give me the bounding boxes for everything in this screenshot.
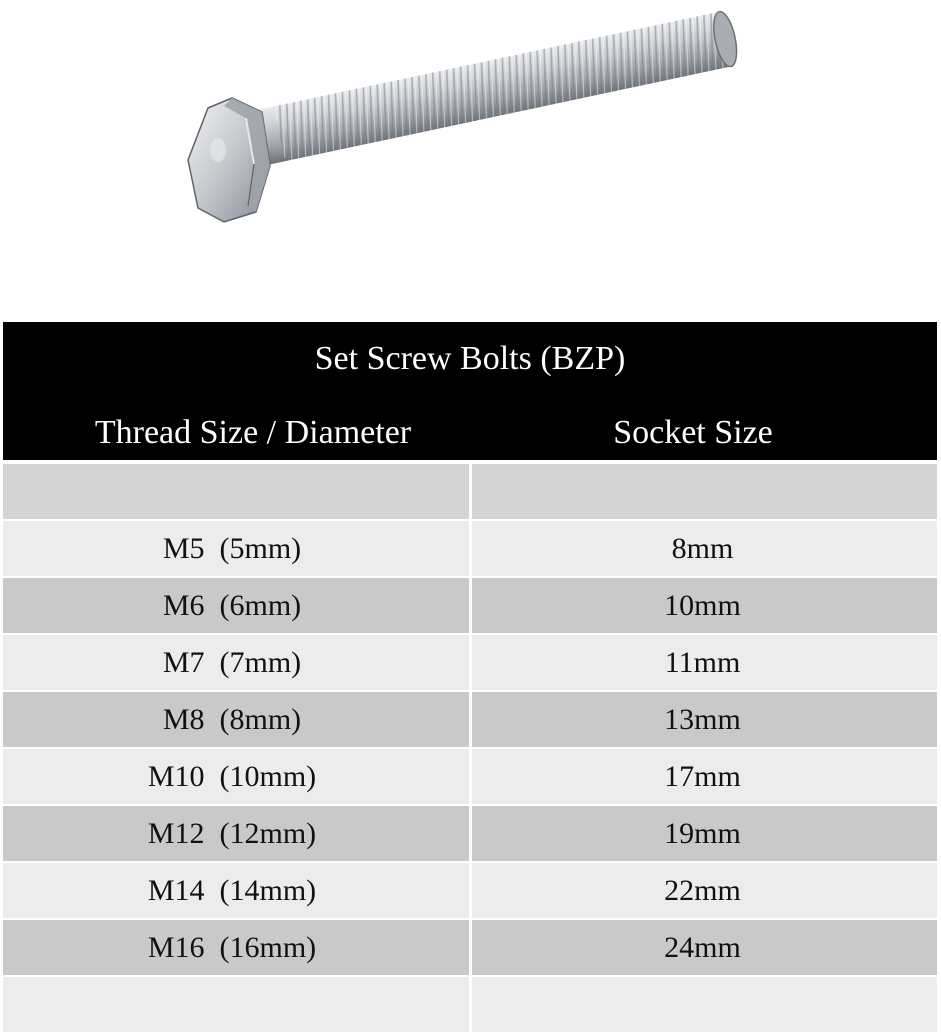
table-header <box>3 322 937 460</box>
socket-size-cell <box>472 863 937 918</box>
thread-size-cell <box>3 806 469 861</box>
thread-size-cell <box>3 578 469 633</box>
thread-size-text: M8 (8mm) <box>162 703 302 736</box>
socket-size-cell <box>472 806 937 861</box>
thread-size-text: M7 (7mm) <box>162 646 302 679</box>
hex-set-screw-bolt-icon <box>170 0 760 240</box>
table-row <box>3 920 937 975</box>
socket-size-table <box>3 322 937 1033</box>
thread-size-cell <box>3 635 469 690</box>
table-row <box>3 521 937 576</box>
table-row <box>3 806 937 861</box>
socket-size-text: 11mm <box>664 646 741 679</box>
table-row-spacer <box>3 464 937 519</box>
thread-size-text: M12 (12mm) <box>147 817 317 850</box>
table-row <box>3 692 937 747</box>
thread-size-cell <box>3 749 469 804</box>
column-heading-thread-size: Thread Size / Diameter <box>94 414 412 451</box>
thread-size-text: M10 (10mm) <box>147 760 317 793</box>
socket-size-cell <box>472 749 937 804</box>
table-cell <box>472 977 937 1032</box>
table-cell <box>3 977 469 1032</box>
socket-size-cell <box>472 692 937 747</box>
table-cell <box>472 464 937 519</box>
thread-size-cell <box>3 521 469 576</box>
socket-size-text: 13mm <box>664 703 741 736</box>
table-row <box>3 578 937 633</box>
table-row <box>3 749 937 804</box>
socket-size-text: 10mm <box>664 589 741 622</box>
thread-size-text: M5 (5mm) <box>162 532 302 565</box>
column-heading-socket-size: Socket Size <box>613 414 773 451</box>
socket-size-text: 22mm <box>664 874 741 907</box>
thread-size-cell <box>3 692 469 747</box>
thread-size-cell <box>3 863 469 918</box>
socket-size-cell <box>472 521 937 576</box>
socket-size-text: 17mm <box>664 760 741 793</box>
table-row <box>3 635 937 690</box>
socket-size-text: 8mm <box>671 532 734 565</box>
table-row-spacer <box>3 977 937 1032</box>
thread-size-text: M6 (6mm) <box>162 589 302 622</box>
socket-size-text: 24mm <box>664 931 741 964</box>
table-title: Set Screw Bolts (BZP) <box>314 340 626 377</box>
socket-size-text: 19mm <box>664 817 741 850</box>
thread-size-cell <box>3 920 469 975</box>
socket-size-cell <box>472 920 937 975</box>
table-cell <box>3 464 469 519</box>
socket-size-cell <box>472 578 937 633</box>
socket-size-cell <box>472 635 937 690</box>
thread-size-text: M16 (16mm) <box>147 931 317 964</box>
table-row <box>3 863 937 918</box>
thread-size-text: M14 (14mm) <box>147 874 317 907</box>
